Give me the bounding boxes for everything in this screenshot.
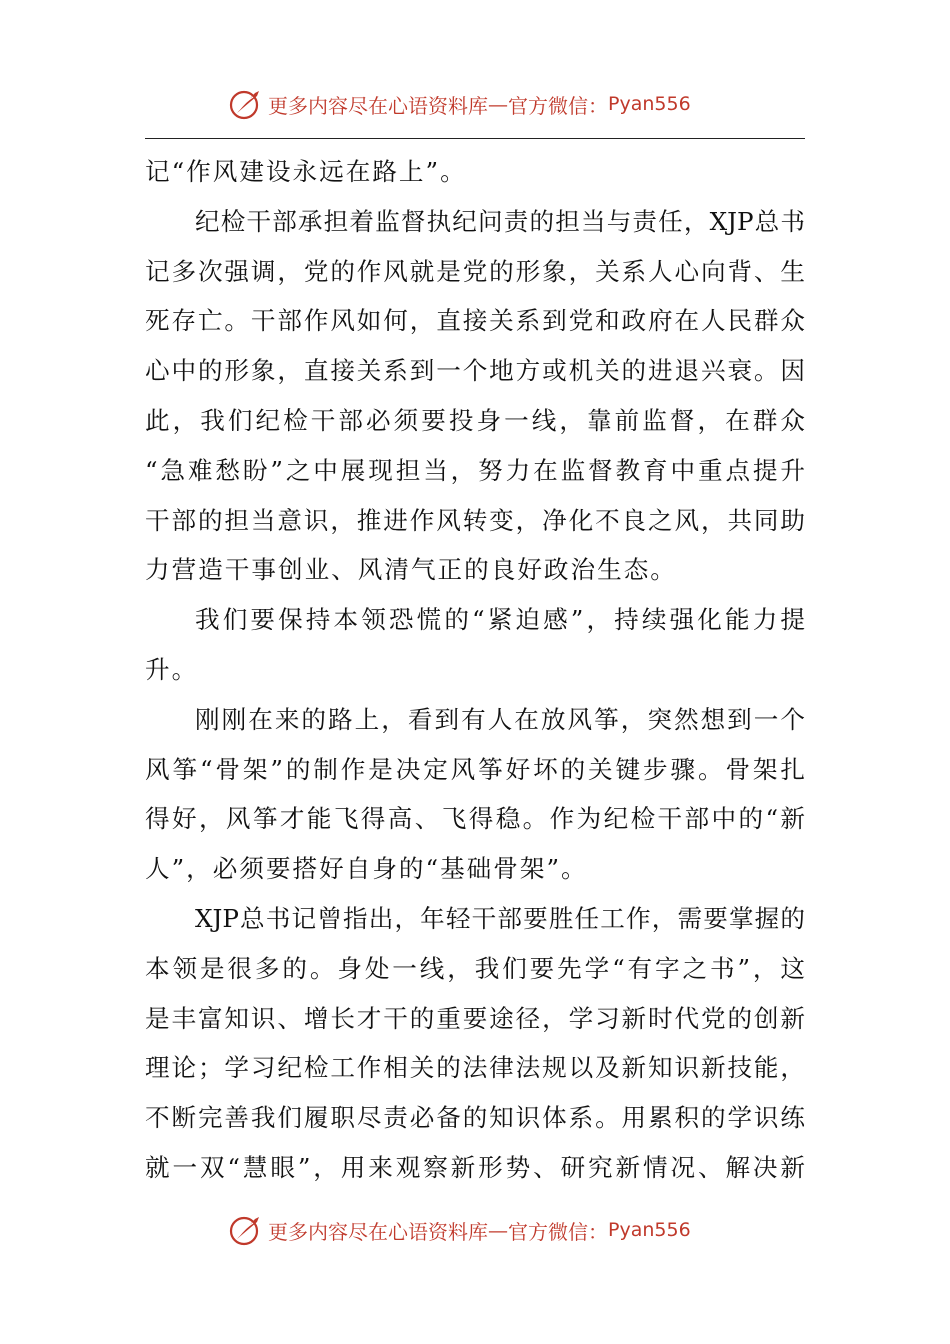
text-line: 就一双“慧眼”，用来观察新形势、研究新情况、解决新 (145, 1152, 805, 1182)
quill-logo-icon (228, 86, 264, 122)
text-line: 人”，必须要搭好自身的“基础骨架”。 (145, 854, 588, 884)
text-line: “急难愁盼”之中展现担当，努力在监督教育中重点提升 (145, 455, 805, 485)
text-line: 不断完善我们履职尽责必备的知识体系。用累积的学识练 (145, 1103, 805, 1133)
header-dash: — (488, 92, 508, 116)
header-wechat-label: 官方微信： (508, 93, 608, 118)
footer-dash: — (488, 1218, 508, 1242)
footer-wechat-id: Pyan556 (608, 1219, 691, 1241)
document-body (145, 147, 805, 1193)
text-line: 记多次强调，党的作风就是党的形象，关系人心向背、生 (145, 256, 805, 286)
header-site-name: 更多内容尽在心语资料库 (268, 93, 488, 118)
text-line: 风筝“骨架”的制作是决定风筝好坏的关键步骤。骨架扎 (145, 754, 805, 784)
text-line: 理论；学习纪检工作相关的法律法规以及新知识新技能， (145, 1053, 805, 1083)
footer-site-name: 更多内容尽在心语资料库 (268, 1219, 488, 1244)
text-line: 记“作风建设永远在路上”。 (145, 157, 467, 186)
text-line: 是丰富知识、增长才干的重要途径，学习新时代党的创新 (145, 1003, 805, 1033)
footer-wechat-label: 官方微信： (508, 1219, 608, 1244)
text-line: 刚刚在来的路上，看到有人在放风筝，突然想到一个 (195, 704, 805, 734)
text-line: 升。 (145, 654, 199, 684)
text-line: 心中的形象，直接关系到一个地方或机关的进退兴衰。因 (145, 356, 805, 386)
text-line: 本领是很多的。身处一线，我们要先学“有字之书”，这 (145, 953, 805, 983)
text-line: 纪检干部承担着监督执纪问责的担当与责任，XJP总书 (195, 206, 805, 236)
text-line: XJP总书记曾指出，年轻干部要胜任工作，需要掌握的 (195, 903, 805, 933)
header-watermark (228, 84, 691, 124)
text-line: 力营造干事创业、风清气正的良好政治生态。 (145, 555, 677, 585)
text-line: 我们要保持本领恐慌的“紧迫感”，持续强化能力提 (195, 605, 805, 635)
text-line: 干部的担当意识，推进作风转变，净化不良之风，共同助 (145, 505, 805, 535)
text-line: 得好，风筝才能飞得高、飞得稳。作为纪检干部中的“新 (145, 804, 805, 834)
quill-logo-icon (228, 1212, 264, 1248)
text-line: 此，我们纪检干部必须要投身一线，靠前监督，在群众 (145, 405, 805, 435)
header-rule (145, 138, 805, 139)
header-wechat-id: Pyan556 (608, 93, 691, 115)
text-line: 死存亡。干部作风如何，直接关系到党和政府在人民群众 (145, 306, 805, 336)
footer-watermark (228, 1210, 691, 1250)
